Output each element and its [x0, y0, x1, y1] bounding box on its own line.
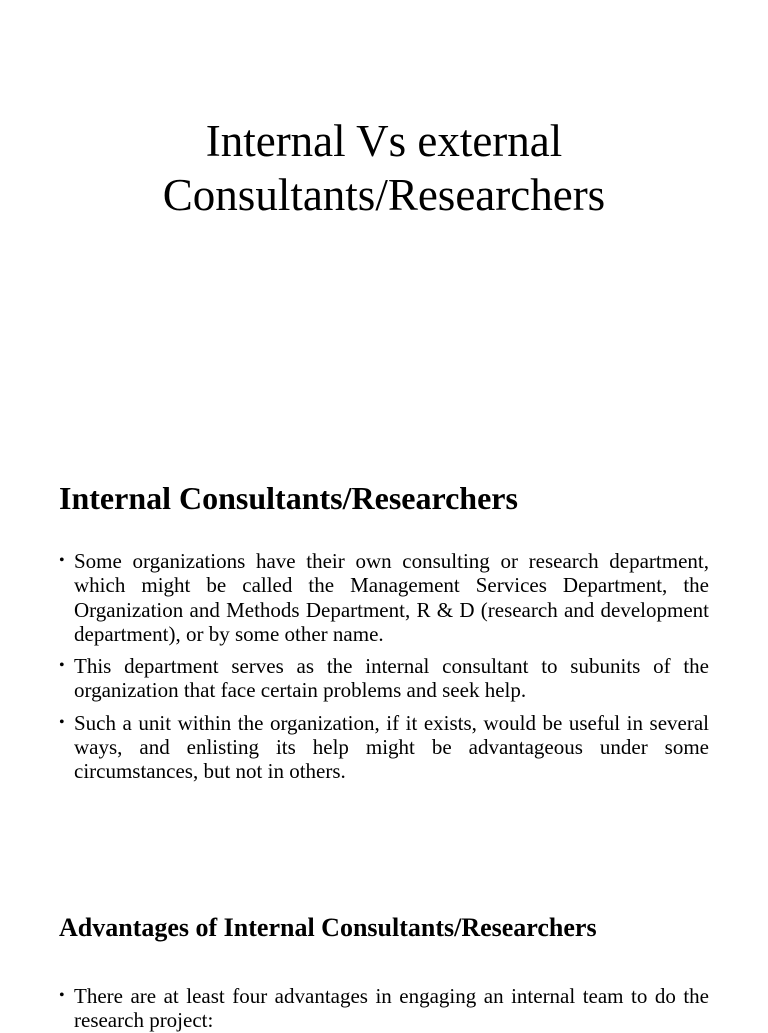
advantages-heading: Advantages of Internal Consultants/Researchers: [59, 913, 597, 942]
bullet-text: Some organizations have their own consulting or research department, which might be called the Management Services Department, the Organization and Methods Department, R & D (research and development department), or by some other name.: [74, 549, 709, 646]
bullet-dot: •: [59, 713, 65, 731]
bullet-item: [59, 654, 709, 703]
title-slide: [0, 0, 768, 300]
bullet-item: [59, 711, 709, 784]
advantages-bullet-list: [59, 984, 709, 1033]
bullet-list: [59, 549, 709, 792]
advantages-slide: [0, 900, 768, 1033]
main-title-line-2: Consultants/Researchers: [162, 170, 606, 220]
bullet-text: This department serves as the internal consultant to subunits of the organization that face certain problems and seek help.: [74, 654, 709, 703]
bullet-item: [59, 549, 709, 646]
bullet-dot: •: [59, 657, 65, 675]
main-title-line-1: Internal Vs external: [205, 116, 563, 166]
bullet-text: There are at least four advantages in engaging an internal team to do the research project:: [74, 984, 709, 1033]
section-heading: Internal Consultants/Researchers: [59, 480, 518, 516]
main-title: [0, 114, 768, 222]
bullet-text: Such a unit within the organization, if it exists, would be useful in several ways, and enlisting its help might be advantageous under some circumstances, but not in others.: [74, 710, 709, 784]
bullet-dot: •: [59, 552, 65, 569]
bullet-dot: •: [59, 987, 65, 1004]
bullet-item: [59, 984, 709, 1033]
internal-consultants-slide: [0, 470, 768, 850]
